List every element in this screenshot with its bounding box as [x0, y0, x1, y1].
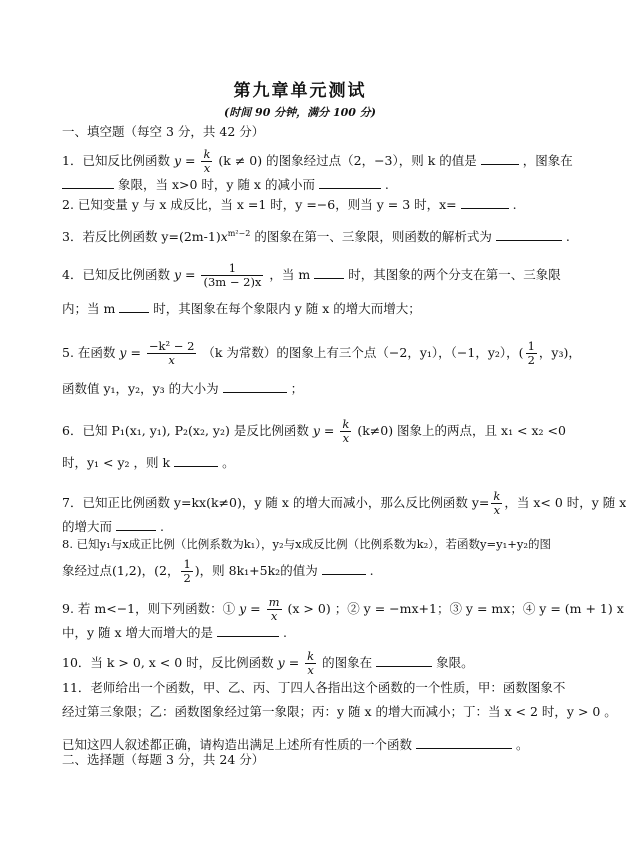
question-3: 3．若反比例函数 $y=(2m-1)x^{m^2-2}$ 的图象在第一、三象限，则函数的解析式为 . [62, 229, 570, 245]
page-subtitle: (时间 90 分钟，满分 100 分) [224, 106, 376, 119]
answer-blank-4b[interactable] [119, 300, 149, 313]
fraction-m-over-x: $\frac{m}{x}$ [268, 595, 280, 623]
fraction-one-half: $\frac{1}{2}$ [527, 339, 535, 367]
answer-blank-3[interactable] [496, 228, 562, 241]
question-2: 2. 已知变量 y 与 x 成反比，当 x =1 时，y =−6，则当 y = 3 时，x= . [62, 197, 517, 212]
question-10: 10．当 k > 0, x < 0 时，反比例函数 y = $\frac{k}{x}$ 的图象在 象限。 [62, 649, 474, 677]
answer-blank-11[interactable] [416, 736, 512, 749]
question-5: 5. 在函数 y = $\frac{\text{−k² − 2}}{x}$ （k 为常数）的图象上有三个点（−2，y₁），（−1，y₂），( $\frac{1}{2}$ ，y₃)， [62, 339, 581, 367]
question-1-cont: 象限，当 x>0 时，y 随 x 的减小而 . [62, 176, 562, 193]
answer-blank-6[interactable] [174, 454, 218, 467]
question-11: 11．老师给出一个函数，甲、乙、丙、丁四人各指出这个函数的一个性质，甲：函数图象不 [62, 680, 566, 695]
answer-blank-2[interactable] [461, 196, 509, 209]
answer-blank-4a[interactable] [314, 266, 344, 279]
fraction-k-over-x: $\frac{k}{x}$ [203, 147, 211, 175]
fraction-k-over-x: $\frac{k}{x}$ [342, 417, 350, 445]
answer-blank-1a[interactable] [481, 152, 519, 165]
question-6: 6．已知 P₁(x₁, y₁), P₂(x₂, y₂) 是反比例函数 y = $\frac{k}{x}$ (k≠0) 图象上的两点，且 x₁ < x₂ <0 [62, 417, 566, 445]
question-8: 8. 已知y₁与x成正比例（比例系数为k₁），y₂与x成反比例（比例系数为k₂），若函数y=y₁+y₂的图 [62, 537, 551, 551]
fraction-k-over-x: $\frac{k}{x}$ [493, 489, 501, 517]
fraction-k-over-x: $\frac{k}{x}$ [307, 649, 315, 677]
answer-blank-1b[interactable] [62, 176, 114, 189]
fraction-1-over-3m-2-x: $\frac{1}{(3m - 2)x}$ [203, 261, 262, 289]
answer-blank-7[interactable] [116, 518, 156, 531]
answer-blank-8[interactable] [322, 562, 366, 575]
question-11-answer-line: 已知这四人叙述都正确，请构造出满足上述所有性质的一个函数 。 [62, 737, 529, 752]
question-6-cont: 时，y₁ < y₂ ，则 k 。 [62, 455, 235, 470]
answer-blank-5[interactable] [223, 380, 287, 393]
section-heading-fill-blank: 一、填空题（每空 3 分，共 42 分） [62, 124, 265, 139]
fraction-one-half: $\frac{1}{2}$ [183, 557, 191, 585]
answer-blank-10[interactable] [376, 654, 432, 667]
question-9: 9. 若 m<−1，则下列函数：① y = $\frac{m}{x}$ (x > 0) ；② y = −mx+1；③ y = mx；④ y = (m + 1) x [62, 595, 624, 623]
question-7: 7．已知正比例函数 y=kx(k≠0)，y 随 x 的增大而减小，那么反比例函数 y= $\frac{k}{x}$ ，当 x< 0 时，y 随 x [62, 489, 626, 517]
question-4-cont: 内；当 m 时，其图象在每个象限内 y 随 x 的增大而增大； [62, 301, 421, 316]
question-11-cont: 经过第三象限；乙：函数图象经过第一象限；丙：y 随 x 的增大而减小；丁：当 x < 2 时，y > 0 。 [62, 704, 617, 719]
fraction-neg-k2-2-over-x: $\frac{\text{−k² − 2}}{x}$ [148, 339, 195, 367]
answer-blank-9[interactable] [217, 624, 279, 637]
question-7-cont: 的增大而 . [62, 519, 164, 534]
section-heading-choice: 二、选择题（每题 3 分，共 24 分） [62, 752, 265, 767]
question-8-cont: 象经过点(1,2)，(2， $\frac{1}{2}$ )，则 8k₁+5k₂的值为 . [62, 557, 374, 585]
page-title: 第九章单元测试 [233, 81, 367, 101]
question-5-cont: 函数值 y₁，y₂，y₃ 的大小为 ； [62, 381, 304, 396]
question-4: 4．已知反比例函数 y = $\frac{1}{(3m - 2)x}$ ，当 m 时，其图象的两个分支在第一、三象限 [62, 261, 561, 289]
answer-blank-1c[interactable] [319, 176, 381, 189]
question-9-cont: 中，y 随 x 增大而增大的是 . [62, 625, 287, 640]
question-1: 1．已知反比例函数 y = $\frac{k}{x}$ (k ≠ 0) 的图象经过点（2，−3），则 k 的值是 ，图象在 [62, 147, 573, 175]
